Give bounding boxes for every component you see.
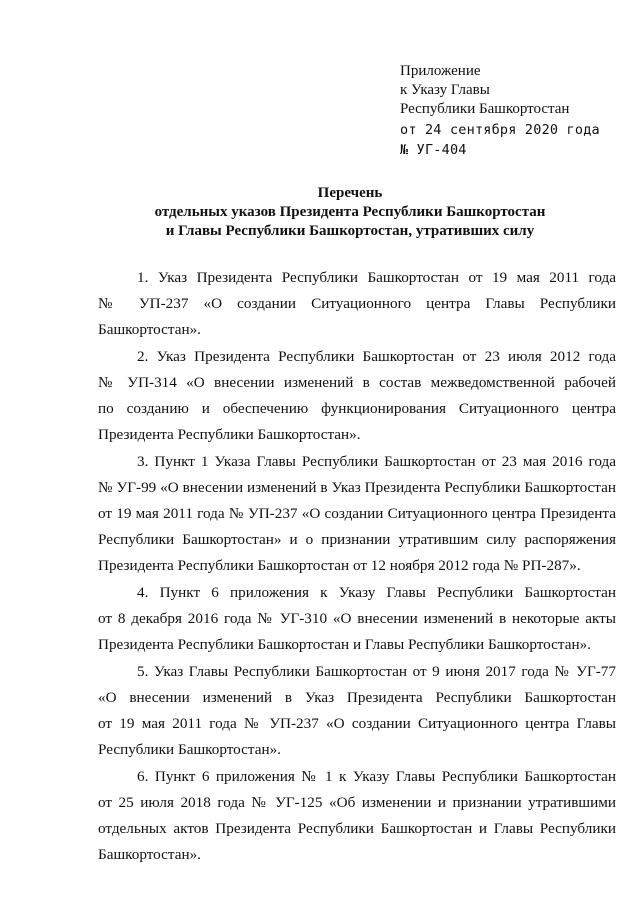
item-line: отдельных актов Президента Республики Башкортостан и Главы Республики [98,820,616,837]
appendix-line: Приложение [400,63,481,79]
item-line: № УГ-99 «О внесении изменений в Указ Президента Республики Башкортостан [98,479,616,496]
item-line: «О внесении изменений в Указ Президента Республики Башкортостан [98,689,616,706]
item-line: 2. Указ Президента Республики Башкортостан от 23 июля 2012 года [137,348,616,365]
item-line: 4. Пункт 6 приложения к Указу Главы Республики Башкортостан [137,584,616,601]
list-item [98,659,616,763]
decree-stamp [400,120,630,160]
appendix-line: Республики Башкортостан [400,101,570,117]
item-line: № УП-237 «О создании Ситуационного центра Главы Республики [98,295,616,312]
item-line: по созданию и обеспечению функционирования Ситуационного центра [98,400,616,417]
list-item [98,449,616,579]
item-line: Башкортостан». [98,321,201,338]
item-line: от 25 июля 2018 года № УГ-125 «Об изменении и признании утратившими [98,794,616,811]
item-line: от 8 декабря 2016 года № УГ-310 «О внесении изменений в некоторые акты [98,610,616,627]
item-line: от 19 мая 2011 года № УП-237 «О создании Ситуационного центра Главы [98,715,616,732]
item-line: Республики Башкортостан». [98,741,281,758]
decree-date: от 24 сентября 2020 года [400,122,600,138]
item-line: 3. Пункт 1 Указа Главы Республики Башкортостан от 23 мая 2016 года [137,453,616,470]
appendix-header [400,62,620,119]
item-line: Президента Республики Башкортостан и Главы Республики Башкортостан». [98,636,591,653]
item-line: № УП-314 «О внесении изменений в состав межведомственной рабочей [98,374,616,391]
document-body [98,265,616,869]
item-line: 6. Пункт 6 приложения № 1 к Указу Главы Республики Башкортостан [137,768,616,785]
item-line: Президента Республики Башкортостан от 12 ноября 2012 года № РП-287». [98,557,581,574]
appendix-line: к Указу Главы [400,82,490,98]
list-item [98,764,616,868]
list-item [98,580,616,658]
item-line: 5. Указ Главы Республики Башкортостан от 9 июня 2017 года № УГ-77 [137,663,616,680]
item-line: 1. Указ Президента Республики Башкортостан от 19 мая 2011 года [137,269,616,286]
item-line: от 19 мая 2011 года № УП-237 «О создании Ситуационного центра Президента [98,505,616,522]
item-line: Президента Республики Башкортостан». [98,426,361,443]
list-item [98,344,616,448]
list-item [98,265,616,343]
decree-number: № УГ-404 [400,142,467,158]
item-line: Республики Башкортостан» и о признании утратившим силу распоряжения [98,531,616,548]
title-line: и Главы Республики Башкортостан, утративших силу [165,223,535,239]
title-line: Перечень [317,185,383,201]
item-line: Башкортостан». [98,846,201,863]
title-line: отдельных указов Президента Республики Башкортостан [154,204,546,220]
document-title [100,184,600,241]
